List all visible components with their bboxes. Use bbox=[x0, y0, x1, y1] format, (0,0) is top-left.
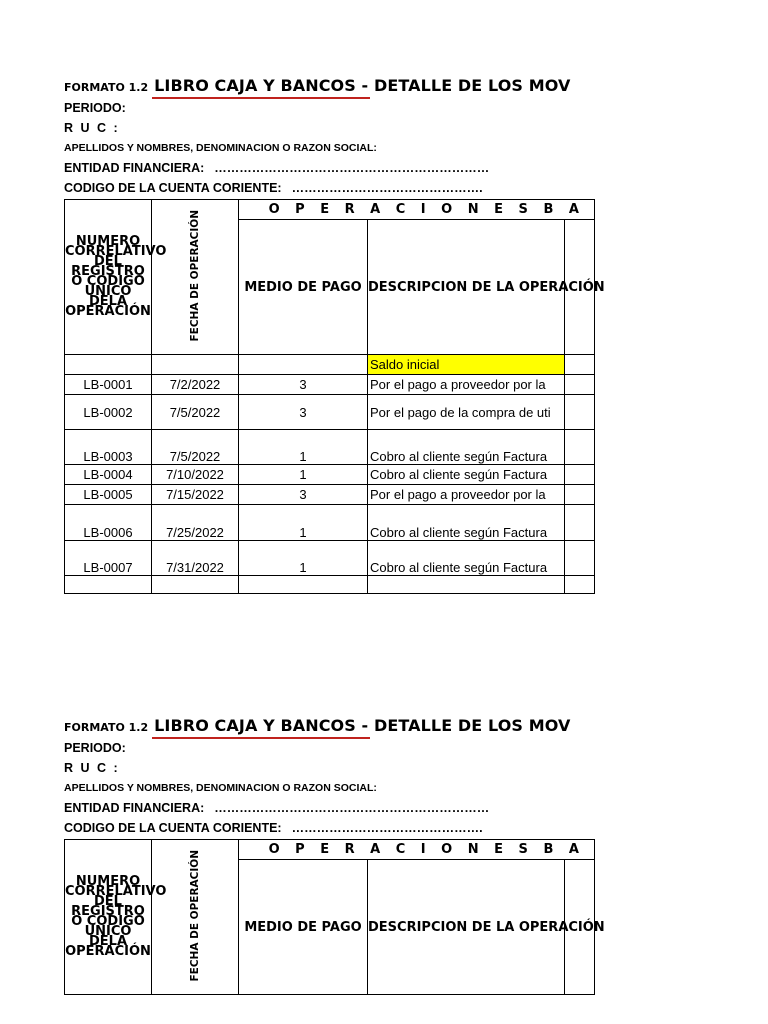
header-fecha bbox=[152, 200, 239, 355]
row-medio: 3 bbox=[239, 395, 368, 430]
formato-label: FORMATO 1.2 bbox=[64, 721, 149, 734]
codigo-dots: ………………………………………. bbox=[291, 181, 483, 195]
row-fecha: 7/10/2022 bbox=[152, 465, 239, 485]
table-row bbox=[65, 505, 595, 541]
row-id: LB-0007 bbox=[65, 541, 152, 576]
row-id: LB-0006 bbox=[65, 505, 152, 541]
cell-empty bbox=[65, 355, 152, 375]
row-descripcion: Por el pago de la compra de uti bbox=[368, 395, 565, 430]
row-medio: 3 bbox=[239, 485, 368, 505]
table-row bbox=[65, 541, 595, 576]
row-descripcion: Por el pago a proveedor por la bbox=[368, 375, 565, 395]
cell-empty bbox=[239, 355, 368, 375]
apellidos-label: APELLIDOS Y NOMBRES, DENOMINACION O RAZON SOCIAL: bbox=[64, 782, 377, 794]
operations-table bbox=[64, 839, 605, 995]
header-fecha bbox=[152, 840, 239, 995]
table-row bbox=[65, 465, 595, 485]
entidad-label: ENTIDAD FINANCIERA: bbox=[64, 161, 205, 175]
header-descripcion: DESCRIPCION DE LA OPERACIÓN bbox=[368, 220, 565, 355]
header-operaciones: O P E R A C I O N E S B A bbox=[239, 200, 595, 220]
row-id: LB-0001 bbox=[65, 375, 152, 395]
cell-empty bbox=[565, 576, 595, 594]
header-correlativo: NUMERO CORRELATIVO DEL REGISTRO O CODIGO UNICO DELA OPERACIÓN bbox=[65, 200, 152, 355]
row-medio: 1 bbox=[239, 430, 368, 465]
ruc-label: R U C : bbox=[64, 121, 120, 135]
row-descripcion: Por el pago a proveedor por la bbox=[368, 485, 565, 505]
periodo-label: PERIODO: bbox=[64, 101, 126, 115]
ledger-sheet-2 bbox=[64, 712, 605, 982]
cell-empty bbox=[565, 541, 595, 576]
row-fecha: 7/31/2022 bbox=[152, 541, 239, 576]
cell-empty bbox=[565, 375, 595, 395]
formato-label: FORMATO 1.2 bbox=[64, 81, 149, 94]
row-medio: 1 bbox=[239, 465, 368, 485]
row-fecha: 7/15/2022 bbox=[152, 485, 239, 505]
title-row bbox=[64, 716, 571, 738]
cell-empty bbox=[65, 576, 152, 594]
header-medio-pago: MEDIO DE PAGO bbox=[239, 860, 368, 995]
row-descripcion: Cobro al cliente según Factura bbox=[368, 465, 565, 485]
table-row bbox=[65, 430, 595, 465]
periodo-label: PERIODO: bbox=[64, 741, 126, 755]
row-fecha: 7/5/2022 bbox=[152, 395, 239, 430]
codigo-row bbox=[64, 181, 568, 195]
row-id: LB-0002 bbox=[65, 395, 152, 430]
title-underline bbox=[152, 97, 370, 99]
ledger-sheet-1 bbox=[64, 72, 605, 596]
cell-empty bbox=[565, 395, 595, 430]
table-row-saldo bbox=[65, 355, 595, 375]
header-correlativo: NUMERO CORRELATIVO DEL REGISTRO O CODIGO UNICO DELA OPERACIÓN bbox=[65, 840, 152, 995]
codigo-dots: ………………………………………. bbox=[291, 821, 483, 835]
row-medio: 1 bbox=[239, 541, 368, 576]
row-descripcion: Cobro al cliente según Factura bbox=[368, 505, 565, 541]
header-descripcion: DESCRIPCION DE LA OPERACIÓN bbox=[368, 860, 565, 995]
sheet-title: LIBRO CAJA Y BANCOS - DETALLE DE LOS MOV bbox=[154, 716, 571, 735]
codigo-label: CODIGO DE LA CUENTA CORIENTE: bbox=[64, 821, 282, 835]
cell-empty bbox=[368, 576, 565, 594]
row-descripcion: Cobro al cliente según Factura bbox=[368, 541, 565, 576]
table-row bbox=[65, 375, 595, 395]
cell-empty bbox=[565, 465, 595, 485]
saldo-inicial-cell: Saldo inicial bbox=[368, 355, 565, 375]
codigo-row bbox=[64, 821, 568, 835]
cell-empty bbox=[565, 505, 595, 541]
row-fecha: 7/5/2022 bbox=[152, 430, 239, 465]
apellidos-label: APELLIDOS Y NOMBRES, DENOMINACION O RAZON SOCIAL: bbox=[64, 142, 377, 154]
table-row-empty bbox=[65, 576, 595, 594]
title-underline bbox=[152, 737, 370, 739]
cell-empty bbox=[152, 355, 239, 375]
header-fecha-label: FECHA DE OPERACIÓN bbox=[189, 849, 201, 982]
header-operaciones: O P E R A C I O N E S B A bbox=[239, 840, 595, 860]
sheet-title: LIBRO CAJA Y BANCOS - DETALLE DE LOS MOV bbox=[154, 76, 571, 95]
row-id: LB-0003 bbox=[65, 430, 152, 465]
cell-empty bbox=[565, 355, 595, 375]
row-fecha: 7/2/2022 bbox=[152, 375, 239, 395]
table-row bbox=[65, 485, 595, 505]
codigo-label: CODIGO DE LA CUENTA CORIENTE: bbox=[64, 181, 282, 195]
entidad-label: ENTIDAD FINANCIERA: bbox=[64, 801, 205, 815]
cell-empty bbox=[152, 576, 239, 594]
entidad-dots: ………………………………………………………… bbox=[214, 801, 490, 815]
entidad-dots: ………………………………………………………… bbox=[214, 161, 490, 175]
cell-empty bbox=[565, 430, 595, 465]
header-fecha-label: FECHA DE OPERACIÓN bbox=[189, 209, 201, 342]
table-row bbox=[65, 395, 595, 430]
row-medio: 3 bbox=[239, 375, 368, 395]
row-fecha: 7/25/2022 bbox=[152, 505, 239, 541]
cell-empty bbox=[565, 485, 595, 505]
row-descripcion: Cobro al cliente según Factura bbox=[368, 430, 565, 465]
entidad-row bbox=[64, 161, 568, 175]
row-id: LB-0005 bbox=[65, 485, 152, 505]
row-medio: 1 bbox=[239, 505, 368, 541]
entidad-row bbox=[64, 801, 568, 815]
operations-table bbox=[64, 199, 605, 594]
ruc-label: R U C : bbox=[64, 761, 120, 775]
cell-empty bbox=[239, 576, 368, 594]
row-id: LB-0004 bbox=[65, 465, 152, 485]
header-medio-pago: MEDIO DE PAGO bbox=[239, 220, 368, 355]
title-row bbox=[64, 76, 571, 98]
